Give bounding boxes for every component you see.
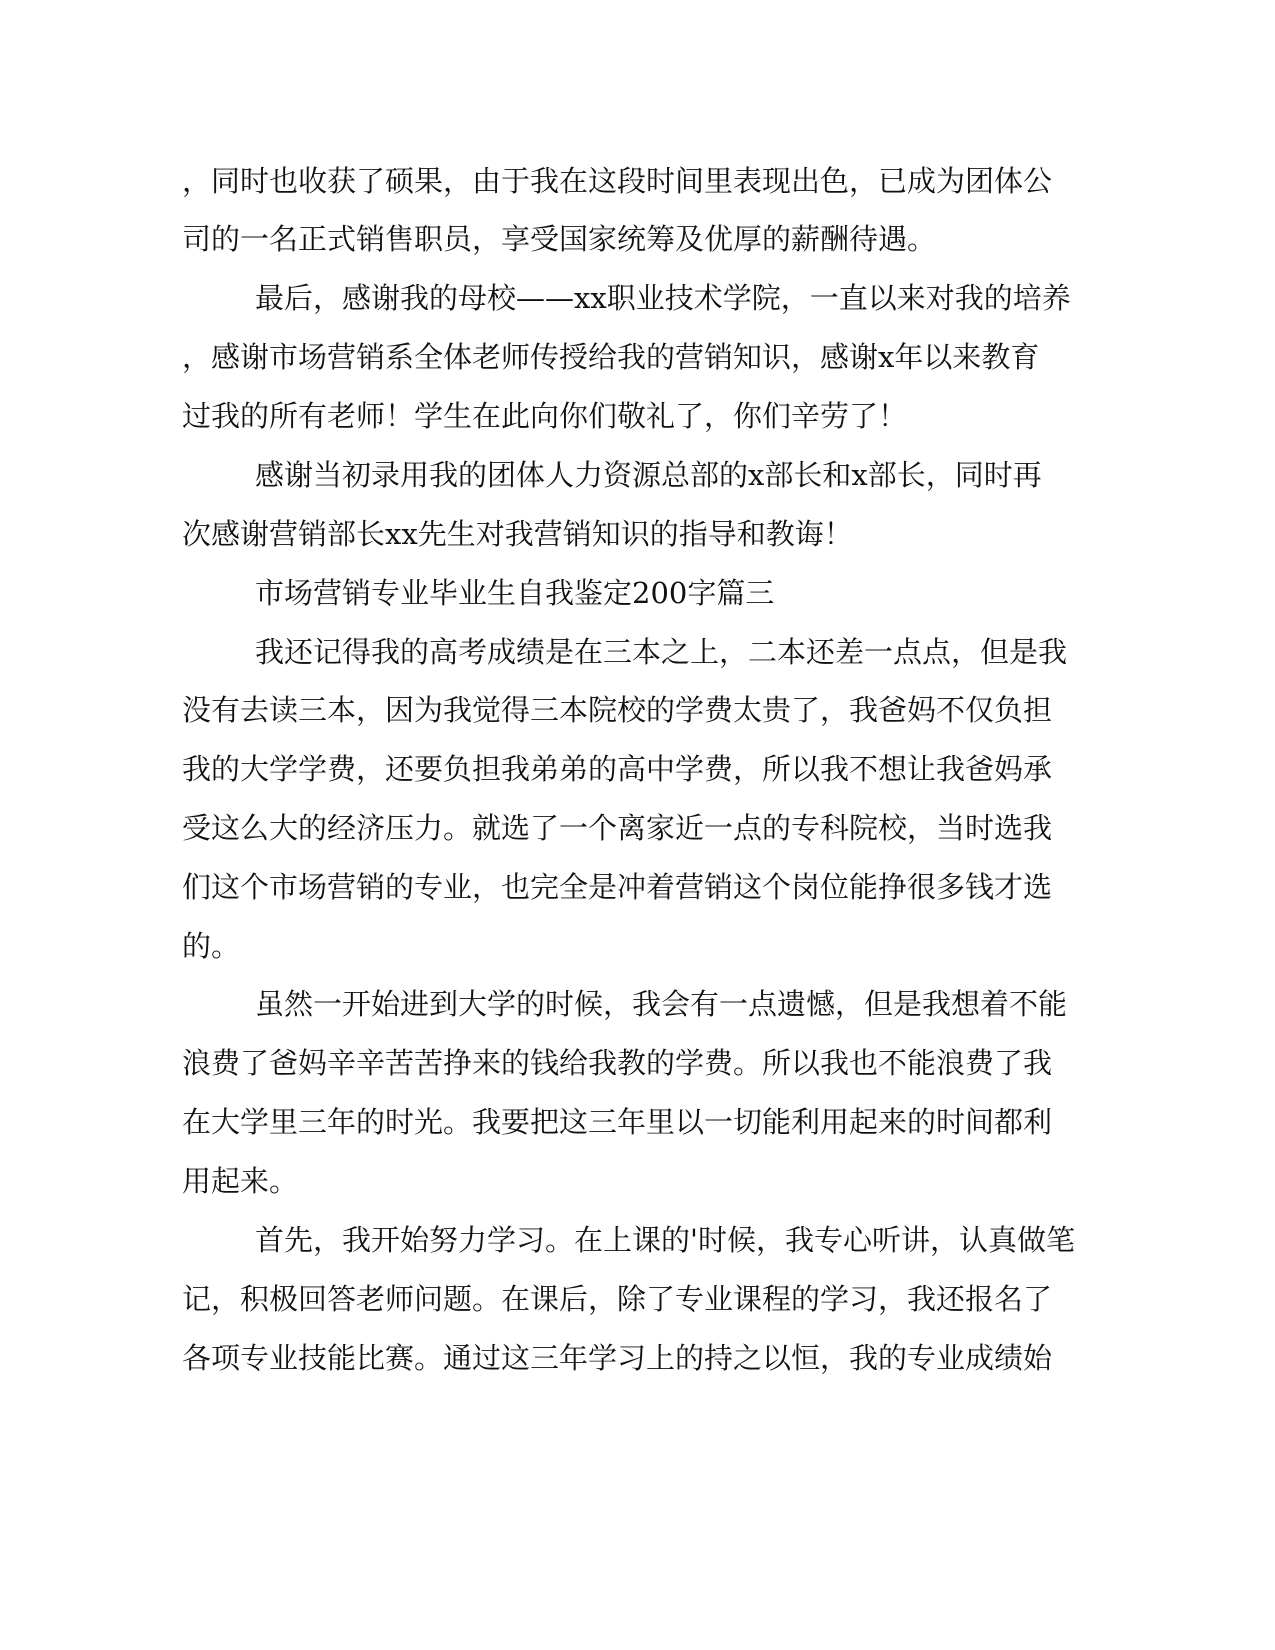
text-line: 用起来。: [182, 1164, 299, 1198]
section-heading: 市场营销专业毕业生自我鉴定200字篇三: [255, 576, 775, 610]
text-line: 感谢当初录用我的团体人力资源总部的x部长和x部长，同时再: [255, 458, 1042, 492]
text-line: 司的一名正式销售职员，享受国家统筹及优厚的薪酬待遇。: [182, 222, 937, 256]
text-line: 浪费了爸妈辛辛苦苦挣来的钱给我教的学费。所以我也不能浪费了我: [182, 1046, 1053, 1080]
text-line: 受这么大的经济压力。就选了一个离家近一点的专科院校，当时选我: [182, 811, 1053, 845]
text-line: 我还记得我的高考成绩是在三本之上，二本还差一点点，但是我: [255, 635, 1068, 669]
text-line: ，感谢市场营销系全体老师传授给我的营销知识，感谢x年以来教育: [182, 340, 1040, 374]
text-line: 虽然一开始进到大学的时候，我会有一点遗憾，但是我想着不能: [255, 987, 1068, 1021]
text-line: ，同时也收获了硕果，由于我在这段时间里表现出色，已成为团体公: [182, 164, 1053, 198]
text-line: 首先，我开始努力学习。在上课的'时候，我专心听讲，认真做笔: [255, 1223, 1075, 1257]
text-line: 记，积极回答老师问题。在课后，除了专业课程的学习，我还报名了: [182, 1282, 1053, 1316]
text-line: 没有去读三本，因为我觉得三本院校的学费太贵了，我爸妈不仅负担: [182, 693, 1053, 727]
text-line: 过我的所有老师！学生在此向你们敬礼了，你们辛劳了！: [182, 399, 908, 433]
text-line: 我的大学学费，还要负担我弟弟的高中学费，所以我不想让我爸妈承: [182, 752, 1053, 786]
text-line: 最后，感谢我的母校——xx职业技术学院，一直以来对我的培养: [255, 281, 1071, 315]
text-line: 的。: [182, 929, 241, 963]
text-line: 各项专业技能比赛。通过这三年学习上的持之以恒，我的专业成绩始: [182, 1341, 1053, 1375]
text-line: 在大学里三年的时光。我要把这三年里以一切能利用起来的时间都利: [182, 1105, 1053, 1139]
text-line: 次感谢营销部长xx先生对我营销知识的指导和教诲！: [182, 517, 853, 551]
text-line: 们这个市场营销的专业，也完全是冲着营销这个岗位能挣很多钱才选: [182, 870, 1053, 904]
